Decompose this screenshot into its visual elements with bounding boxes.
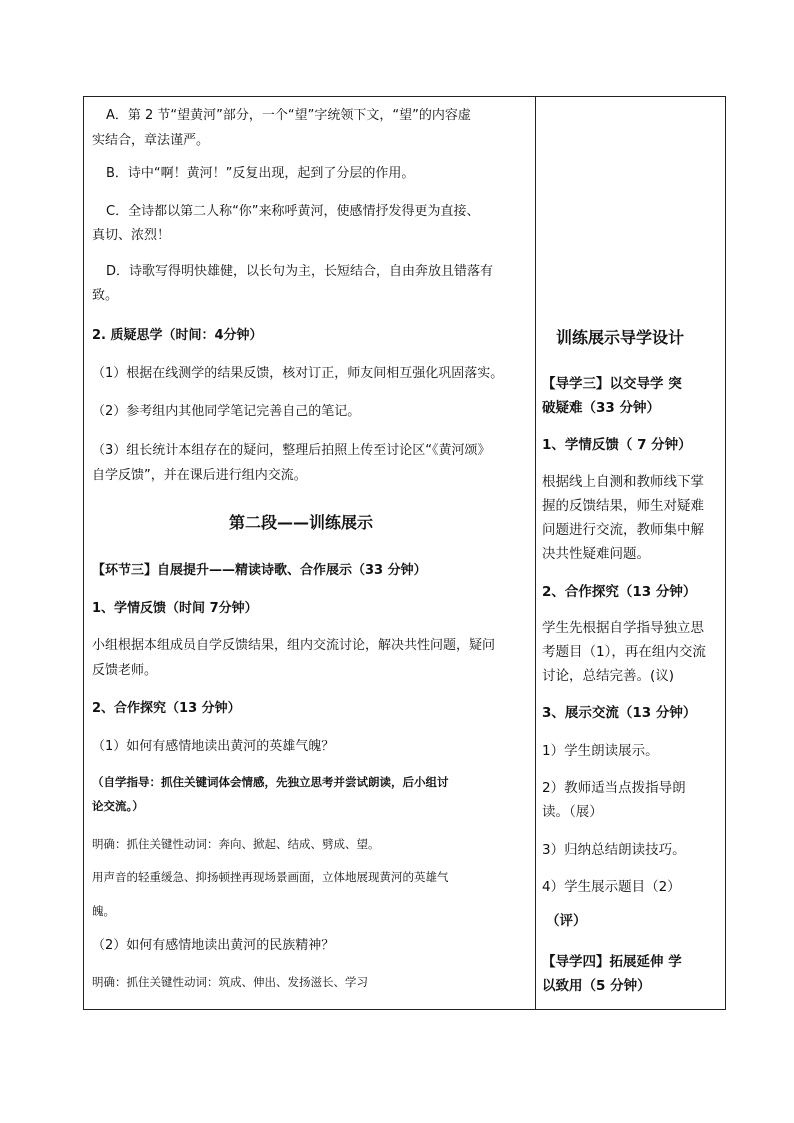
option-a-line2: 实结合，章法谨严。 bbox=[92, 133, 210, 148]
feedback-text-line2: 反馈老师。 bbox=[92, 663, 158, 678]
feedback-title: 1、学情反馈（时间 7分钟） bbox=[92, 601, 258, 616]
option-c-line1: C．全诗都以第二人称“你”来称呼黄河，使感情抒发得更为直接、 bbox=[106, 204, 480, 219]
clarify-2: 明确：抓住关键性动词：筑成、伸出、发扬滋长、学习 bbox=[92, 975, 368, 989]
section-2-title: 第二段——训练展示 bbox=[229, 513, 374, 532]
option-d-line1: D．诗歌写得明快雄健，以长句为主，长短结合，自由奔放且错落有 bbox=[106, 264, 494, 279]
guide-3-line1: 【导学三】以交导学 突 bbox=[542, 376, 682, 392]
option-b: B．诗中“啊！黄河！”反复出现，起到了分层的作用。 bbox=[106, 166, 415, 181]
option-a-line1: A．第 2 节“望黄河”部分，一个“望”字统领下文，“望”的内容虚 bbox=[106, 108, 471, 123]
right-s1-line4: 决共性疑难问题。 bbox=[542, 546, 650, 562]
right-s1-line2: 握的反馈结果，师生对疑难 bbox=[542, 498, 704, 514]
right-title: 训练展示导学设计 bbox=[556, 328, 685, 347]
right-s3-item-3: 3）归纳总结朗读技巧。 bbox=[542, 842, 686, 858]
right-s3-item-2b: 读。（展） bbox=[542, 804, 603, 820]
right-s3-item-4: 4）学生展示题目（2） bbox=[542, 879, 681, 895]
self-study-guide-line2: 论交流。） bbox=[92, 799, 144, 813]
q2-item-1: （1）根据在线测学的结果反馈，核对订正，师友间相互强化巩固落实。 bbox=[92, 366, 504, 381]
self-study-guide-line1: （自学指导：抓住关键词体会情感，先独立思考并尝试朗读，后小组讨 bbox=[92, 775, 449, 789]
right-s1-line3: 问题进行交流，教师集中解 bbox=[542, 522, 704, 538]
right-s1-line1: 根据线上自测和教师线下掌 bbox=[542, 474, 704, 490]
right-s3-item-2: 2）教师适当点拨指导朗 bbox=[542, 780, 686, 796]
question-hero: （1）如何有感情地读出黄河的英雄气魄？ bbox=[92, 739, 335, 754]
step-3-title: 【环节三】自展提升——精读诗歌、合作展示（33 分钟） bbox=[92, 563, 427, 578]
right-s3-item-4b: （评） bbox=[546, 913, 587, 929]
q2-item-2: （2）参考组内其他同学笔记完善自己的笔记。 bbox=[92, 404, 361, 419]
voice-line1: 用声音的轻重缓急、抑扬顿挫再现场景画面，立体地展现黄河的英雄气 bbox=[92, 870, 449, 884]
right-s3-title: 3、展示交流（13 分钟） bbox=[542, 705, 697, 721]
q2-item-3-line2: 自学反馈”，并在课后进行组内交流。 bbox=[92, 468, 307, 483]
question-spirit: （2）如何有感情地读出黄河的民族精神？ bbox=[92, 938, 335, 953]
q2-item-3-line1: （3）组长统计本组存在的疑问，整理后拍照上传至讨论区“《黄河颂》 bbox=[92, 443, 491, 458]
left-column bbox=[84, 97, 535, 1009]
right-s2-line1: 学生先根据自学指导独立思 bbox=[542, 620, 704, 636]
clarify-1: 明确：抓住关键性动词：奔向、掀起、结成、劈成、望。 bbox=[92, 837, 380, 851]
q2-title: 2. 质疑思学（时间：4分钟） bbox=[92, 328, 263, 343]
right-s2-line2: 考题目（1），再在组内交流 bbox=[542, 644, 706, 660]
guide-4-line2: 以致用（5 分钟） bbox=[542, 978, 651, 994]
coop-title: 2、合作探究（13 分钟） bbox=[92, 701, 241, 716]
lesson-plan-table bbox=[83, 96, 726, 1010]
right-s3-item-1: 1）学生朗读展示。 bbox=[542, 743, 659, 759]
feedback-text-line1: 小组根据本组成员自学反馈结果，组内交流讨论，解决共性问题，疑问 bbox=[92, 638, 496, 653]
guide-3-line2: 破疑难（33 分钟） bbox=[542, 400, 660, 416]
right-s2-title: 2、合作探究（13 分钟） bbox=[542, 584, 697, 600]
right-s2-line3: 讨论，总结完善。(议) bbox=[542, 668, 675, 684]
guide-4-line1: 【导学四】拓展延伸 学 bbox=[542, 954, 682, 970]
right-column bbox=[536, 97, 726, 1009]
voice-line2: 魄。 bbox=[92, 904, 115, 918]
right-s1-title: 1、学情反馈（ 7 分钟） bbox=[542, 437, 692, 453]
option-d-line2: 致。 bbox=[92, 288, 119, 303]
option-c-line2: 真切、浓烈！ bbox=[92, 228, 171, 243]
